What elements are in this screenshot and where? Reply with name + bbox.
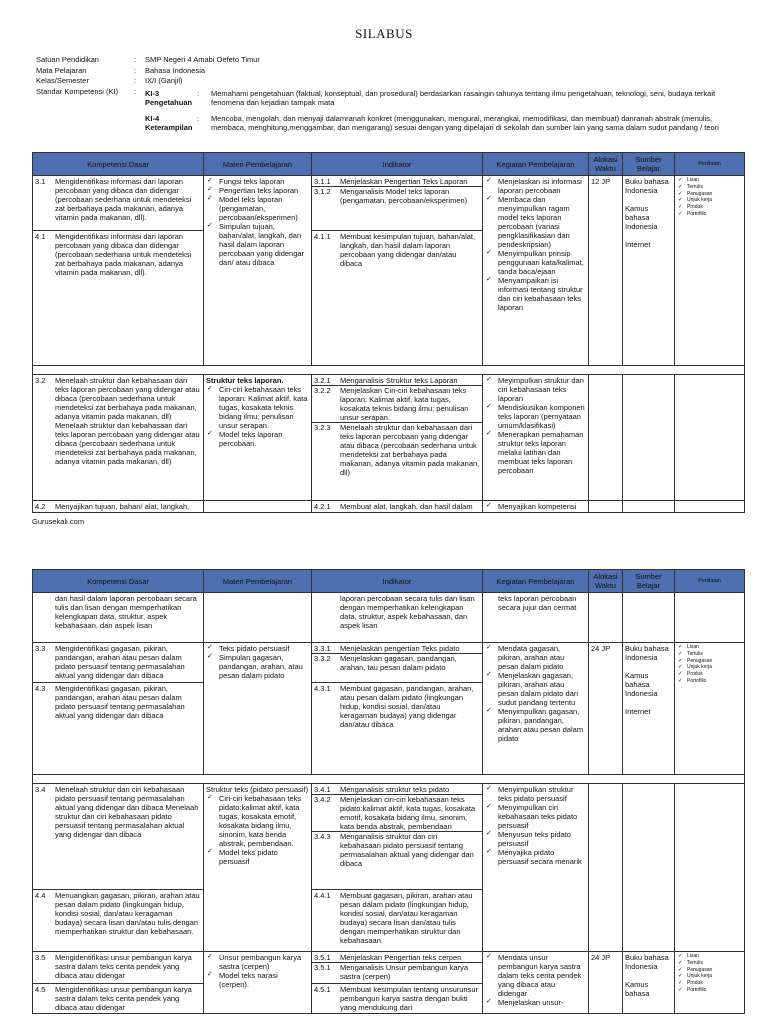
indicator-text: Membuat gagasan, pikiran, arahan atau pesan dalam pidato (lingkungan hidup, kondisi sosial, dan/atau keragaman budaya) secara lisan dan/atau tulis dengan memperhatikan struktur dan kebahasaan. (340, 891, 473, 945)
indicator-text: Menjelaskan pengertian Teks pidato (340, 644, 460, 653)
penilaian-list: ✓ Lisan ✓ Tertulis ✓ Penugasan ✓ Unjuk kerja ✓ Produk ✓ Portofilio (677, 644, 742, 685)
materi-list (206, 177, 309, 267)
kd-text: Menyajikan tujuan, bahan/ alat, langkah, (55, 502, 190, 511)
sumber-item: Kamus bahasa Indonesia (625, 671, 658, 698)
kegiatan-list (485, 953, 586, 1007)
list-item: ✓ Menyusun teks pidato persuasif (485, 830, 586, 848)
list-item: ✓ Simpulan tujuan, bahan/alat, langkah, dan hasil dalam laporan percobaan yang didengar dan/ atau dibaca (206, 222, 309, 267)
alokasi-waktu: 24 JP (589, 643, 623, 775)
syllabus-table-1 (32, 152, 745, 513)
list-item: ✓ Ciri-ciri kebahasaan teks pidato:kalimat aktif, kata tugas, kosakata emotif, kosakata bidang ilmu, sinonim, kata benda abstrak, pembendaan. (206, 794, 309, 848)
materi-list (206, 953, 309, 989)
meta-row: Mata Pelajaran : Bahasa Indonesia (36, 66, 748, 77)
meta-key: Kelas/Semester (36, 76, 89, 85)
sumber-item: Internet (625, 240, 651, 249)
list-item: ✓ Menjelaskan gagasan, pikiran, arahan atau pesan dalam pidato dari sudut pandang tertentu (485, 671, 586, 707)
kd-text: Mengidentifikasi unsur pembangun karya sastra dalam teks cerita pendek yang dibaca atau didengar (55, 985, 192, 1012)
kd-text: Menuangkan gagasan, pikiran, arahan atau pesan dalam pidato (lingkungan hidup, kondisi sosial, dan/atau keragaman budaya) secara lisan dan/atau tulis dengan memperhatikan struktur dan kebahasaan. (55, 891, 200, 936)
col-sumber-belajar: Sumber Belajar (623, 570, 675, 593)
indicator-text: Menganalisis struktur teks pidato (340, 785, 450, 794)
indicator-text: Menganalisis Unsur pembangun karya sastra (cerpen) (340, 963, 468, 981)
table-row: 4.1 Mengidentifikasi informasi dari laporan percobaan yang dibaca dan didengar (percobaan sederhana untuk mendeteksi zat berbahaya pada makanan, adanya vitamin pada makanan, dll). 4.1.1 Membuat kesimpulan tujuan, bahan/alat, langkah, dan hasil dalam laporan percobaan yang didengar dan/atau dibaca (33, 231, 745, 366)
list-item: ✓ Unsur pembangun karya sastra (cerpen) (206, 953, 309, 971)
indicator-text: Menganalisis struktur dan ciri kebahasaan pidato persuasif tentang permasalahan aktual yang didengar dan dibaca (340, 832, 474, 868)
ki4-text: Mencoba, mengolah, dan menyaji dalamranah konkret (menggunakan, mengurai, merangkai, memodifikasi, dan membuat) danranah abstrak (menulis, membaca, menghitung,menggambar, dan mengarang) sesuai dengan yang dipelajari di sekolah dan sumber lain yang sama dalam sudut pandang / teori (211, 114, 719, 132)
list-item: ✓ Mendiskusikan komponen teks laporan (pernyataan umum/klasifikasi) (485, 403, 586, 430)
meta-key: Mata Pelajaran (36, 65, 87, 75)
kd-text: Mengidentifikasi gagasan, pikiran, pandangan, arahan atau pesan dalam pidato persuasif tentang permasalahan aktual yang didengar dan dibaca (55, 644, 185, 680)
table-row (33, 593, 745, 643)
kd-text: Mengidentifikasi unsur pembangun karya sastra dalam teks cerita pendek yang dibaca atau didengar (55, 953, 192, 980)
table-header-row (33, 570, 745, 593)
sumber-item: Buku bahasa Indonesia (625, 644, 669, 662)
meta-key: Standar Kompetensi (KI) (36, 86, 119, 96)
kd-text: Mengidentifikasi informasi dari laporan percobaan yang dibaca dan didengar (percobaan sederhana untuk mendeteksi zat berbahaya pada makanan, adanya vitamin pada makanan, dll). (55, 232, 192, 277)
ki3-text: Memahami pengetahuan (faktual, konseptual, dan prosedural) berdasarkan rasaingin tahunya tentang ilmu pengetahuan, teknologi, seni, budaya terkait fenomena dan kejadian tampak mata (211, 89, 716, 107)
kegiatan-list (485, 644, 586, 743)
list-item: ✓ Menjelaskan unsur- (485, 998, 586, 1007)
list-item: ✓ Model teks laporan (pengamatan, percobaan/eksperimen) (206, 195, 309, 222)
col-kegiatan: Kegiatan Pembelajaran (483, 570, 589, 593)
kegiatan-list (485, 177, 586, 312)
kd-text: Mengidentifikasi gagasan, pikiran, pandangan, arahan atau pesan dalam pidato persuasif tentang permasalahan aktual yang didengar dan dibaca (55, 684, 185, 720)
sumber-item: Kamus bahasa (625, 980, 650, 998)
ki3-block: KI-3 Pengetahuan : Memahami pengetahuan (faktual, konseptual, dan prosedural) berdasarkan rasaingin tahunya tentang ilmu pengetahuan, teknologi, seni, budaya terkait fenomena dan kejadian tampak mata (145, 89, 745, 107)
list-item: ✓ Pengertian teks laporan (206, 186, 309, 195)
col-alokasi-waktu: Alokasi Waktu (589, 570, 623, 593)
table-row: 3.4 Menelaah struktur dan ciri kebahasaan pidato persuasif tentang permasalahan aktual yang didengar dan dibaca Menelaah struktur dan ciri kebahasaan pidato persuasif tentang permasalahan aktual yang didengar dan dibaca Struktur teks (pidato persuasif) ✓ Ciri-ciri kebahasaan teks pidato:kalimat aktif, kata tugas, kosakata emotif, kosakata bidang ilmu, sinonim, kata benda abstrak, pembendaan. ✓ Model teks pidato persuasif 3.4.1 Menganalisis struktur teks pidato 3.4.2 Menjelaskan ciri-ciri kebahasaan teks pidato:kalimat aktif, kata tugas, kosakata emotif, kosakata bidang ilmu, sinonim, kata benda abstrak, pembendaan 3.4.3 Menganalisis struktur dan ciri kebahasaan pidato persuasif tentang permasalahan aktual yang didengar dan dibaca ✓ Menyimpulkan struktur teks pidato persuasif ✓ Menyimpulkan ciri kebahasaan teks pidato persuasif ✓ Menyusun teks pidato persuasif ✓ Menyajika pidato persuasif secara menarik (33, 784, 745, 890)
sumber-item: Kamus bahasa Indonesia (625, 204, 658, 231)
indicator-text: Menjelaskan ciri-ciri kebahasaan teks pidato:kalimat aktif, kata tugas, kosakata emotif, kosakata bidang ilmu, sinonim, kata benda abstrak, pembendaan (340, 795, 476, 831)
footer-source: Gurusekali.com (32, 517, 85, 526)
col-sumber-belajar: Sumber Belajar (623, 153, 675, 176)
table-row: 3.3 Mengidentifikasi gagasan, pikiran, pandangan, arahan atau pesan dalam pidato persuasif tentang permasalahan aktual yang didengar dan dibaca ✓ Teks pidato persuasif ✓ Simpulan gagasan, pandangan, arahan, atau pesan dalam pidato 3.3.1 Menjelaskan pengertian Teks pidato 3.3.2 Menjelaskan gagasan, pandangan, arahan, tau pesan dalam pidato ✓ Mendata gagasan, pikiran, arahan atau pesan dalam pidato ✓ Menjelaskan gagasan, pikiran, arahan atau pesan dalam pidato dari sudut pandang tertentu ✓ Menyimpulkan gagasan, pikiran, pandangan, arahan atau pesan dalam pidato 24 JP Buku bahasa Indonesia Kamus bahasa Indonesia Internet ✓ Lisan ✓ Tertulis ✓ Penugasan ✓ Unjuk kerja ✓ Produk ✓ Portofilio (33, 643, 745, 683)
penilaian-list: ✓ Lisan ✓ Tertulis ✓ Penugasan ✓ Unjuk kerja ✓ Produk ✓ Portofilio (677, 177, 742, 218)
meta-row: Satuan Pendidikan : SMP Negeri 4 Amabi Oefeto Timur (36, 55, 748, 66)
document-title: SILABUS (355, 26, 413, 41)
kd-text: Menelaah struktur dan ciri kebahasaan pidato persuasif tentang permasalahan aktual yang didengar dan dibaca Menelaah struktur dan ciri kebahasaan pidato persuasif tentang permasalahan aktual yang didengar dan dibaca (55, 785, 199, 839)
sumber-item: Buku bahasa Indonesia (625, 177, 669, 195)
list-item: ✓ Menyimpulkan ciri kebahasaan teks pidato persuasif (485, 803, 586, 830)
indicator-text: Membuat gagasan, pandangan, arahan, atau pesan dalam pidato (lingkungan hidup, kondisi sosial, dan/atau keragaman budaya) yang didengar dan/atau dibaca (340, 684, 474, 729)
col-alokasi-waktu: Alokasi Waktu (589, 153, 623, 176)
list-item: ✓ Ciri-ciri kebahasaan teks laporan: Kalimat aktif, kata tugas, kosakata teknis bidang ilmu; penulisan unsur serapan. (206, 385, 309, 430)
table-row: 4.3 Mengidentifikasi gagasan, pikiran, pandangan, arahan atau pesan dalam pidato persuasif tentang permasalahan aktual yang didengar dan dibaca 4.3.1 Membuat gagasan, pandangan, arahan, atau pesan dalam pidato (lingkungan hidup, kondisi sosial, dan/atau keragaman budaya) yang didengar dan/atau dibaca (33, 683, 745, 775)
indicator-text: Membuat kesimpulan tentang unsurunsur pembangun karya sastra dengan bukti yang mendukung dari (340, 985, 478, 1012)
list-item: ✓ Menerapkan pemahaman struktur teks laporan melalui latihan dan membuat teks laporan percobaan (485, 430, 586, 475)
meta-value: SMP Negeri 4 Amabi Oefeto Timur (145, 55, 260, 64)
materi-title: Struktur teks laporan. (206, 376, 284, 385)
list-item: ✓ Model teks pidato persuasif (206, 848, 309, 866)
indicator-text: Menganalisis Model teks laporan (pengamatan, percobaan/eksperimen) (340, 187, 468, 205)
list-item: ✓ Model teks narasi (cerpen). (206, 971, 309, 989)
list-item: ✓ Menyimpulkan struktur teks pidato persuasif (485, 785, 586, 803)
list-item: ✓ Model teks laporan percobaan. (206, 430, 309, 448)
indicator-text: Menganalisis Struktur teks Laporan (340, 376, 458, 385)
ki3-label: Pengetahuan (145, 98, 193, 107)
col-penilaian: Penilaian (675, 153, 745, 176)
indicator-text: Menjelaskan Pengertian Teks Laporan (340, 177, 468, 186)
ki4-block: KI-4 Keterampilan : Mencoba, mengolah, dan menyaji dalamranah konkret (menggunakan, mengurai, merangkai, memodifikasi, dan membuat) danranah abstrak (menulis, membaca, menghitung,menggambar, dan mengarang) sesuai dengan yang dipelajari di sekolah dan sumber lain yang sama dalam sudut pandang / teori (145, 114, 745, 132)
indicator-text: Menelaah struktur dan kebahasaan dari teks laporan percobaan yang didengar atau dibaca (percobaan sederhana untuk mendeteksi zat berbahaya pada makanan, adanya vitamin pada makanan, dll) (340, 423, 480, 477)
indicator-text: Membuat kesimpulan tujuan, bahan/alat, langkah, dan hasil dalam laporan percobaan yang didengar dan/atau dibaca (340, 232, 476, 268)
table-header-row (33, 153, 745, 176)
list-item: ✓ Membaca dan menyimpulkan ragam model teks laporan percobaan (variasi pengklasifikasian dan pendeskripsian) (485, 195, 586, 249)
alokasi-waktu: 24 JP (589, 952, 623, 1014)
ki4-label: Keterampilan (145, 123, 193, 132)
meta-value: IX/I (Ganjil) (145, 76, 183, 85)
list-item: ✓ Mendata gagasan, pikiran, arahan atau pesan dalam pidato (485, 644, 586, 671)
col-materi: Materi Pembelajaran (204, 570, 312, 593)
table-row: 3.5 Mengidentifikasi unsur pembangun karya sastra dalam teks cerita pendek yang dibaca atau didengar ✓ Unsur pembangun karya sastra (cerpen) ✓ Model teks narasi (cerpen). 3.5.1 Menjelaskan Pengertian teks cerpen 3.5.1 Menganalisis Unsur pembangun karya sastra (cerpen) ✓ Mendata unsur pembangun karya sastra dalam teks cerita pendek yang dibaca atau didengar ✓ Menjelaskan unsur- 24 JP Buku bahasa Indonesia Kamus bahasa ✓ Lisan ✓ Tertulis ✓ Penugasan ✓ Unjuk kerja ✓ Produk ✓ Portofilio (33, 952, 745, 984)
meta-row: Kelas/Semester : IX/I (Ganjil) (36, 76, 748, 87)
indicator-text: Membuat alat, langkah, dan hasil dalam (340, 502, 473, 511)
col-kompetensi-dasar: Kompetensi Dasar (33, 153, 204, 176)
list-item: ✓ Fungsi teks laporan (206, 177, 309, 186)
ki4-code: KI-4 (145, 114, 160, 123)
materi-list (206, 385, 309, 448)
list-item: ✓ Menyajikan kompetensi (485, 502, 586, 511)
list-item: ✓ Menyampaikan isi informasi tentang struktur dan ciri kebahasaan teks laporan (485, 276, 586, 312)
list-item: ✓ Mendata unsur pembangun karya sastra dalam teks cerita pendek yang dibaca atau didengar (485, 953, 586, 998)
col-kegiatan: Kegiatan Pembelajaran (483, 153, 589, 176)
table-row: 3.1 Mengidentifikasi informasi dari laporan percobaan yang dibaca dan didengar (percobaan sederhana untuk mendeteksi zat berbahaya pada makanan, adanya vitamin pada makanan, dll). ✓ Fungsi teks laporan ✓ Pengertian teks laporan ✓ Model teks laporan (pengamatan, percobaan/eksperimen) ✓ Simpulan tujuan, bahan/alat, langkah, dan hasil dalam laporan percobaan yang didengar dan/ atau dibaca 3.1.1 Menjelaskan Pengertian Teks Laporan 3.1.2 Menganalisis Model teks laporan (pengamatan, percobaan/eksperimen) ✓ Menjelaskan isi informasi laporan percobaan ✓ Membaca dan menyimpulkan ragam model teks laporan percobaan (variasi pengklasifikasian dan pendeskripsian) ✓ Menyimpulkan prinsip penggunaan kata/kalimat, tanda baca/ejaan ✓ Menyampaikan isi informasi tentang struktur dan ciri kebahasaan teks laporan 12 JP Buku bahasa Indonesia Kamus bahasa Indonesia Internet ✓ Lisan ✓ Tertulis ✓ Penugasan ✓ Unjuk kerja ✓ Produk ✓ Portofilio (33, 176, 745, 231)
col-materi: Materi Pembelajaran (204, 153, 312, 176)
col-penilaian: Penilaian (675, 570, 745, 593)
sumber-item: Buku bahasa Indonesia (625, 953, 669, 971)
kd-text: Mengidentifikasi informasi dari laporan percobaan yang dibaca dan didengar (percobaan sederhana untuk mendeteksi zat berbahaya pada makanan, adanya vitamin pada makanan, dll). (55, 177, 192, 222)
materi-title: Struktur teks (pidato persuasif) (206, 785, 309, 794)
list-item: ✓ Meyimpulkan struktur dan ciri kebahasaan teks laporan (485, 376, 586, 403)
col-kompetensi-dasar: Kompetensi Dasar (33, 570, 204, 593)
indicator-text: Menjelaskan Ciri-ciri kebahasaan teks laporan: Kalimat aktif, kata tugas, kosakata teknis bidang ilmu; penulisan unsur serapan. (340, 386, 469, 422)
col-indikator: Indikator (312, 153, 483, 176)
table-row: 3.2 Menelaah struktur dan kebahasaan dari teks laporan percobaan yang didengar atau dibaca (percobaan sederhana untuk mendeteksi zat berbahaya pada makanan, adanya vitamin pada makanan, dll) Menelaah struktur dan kebahasaan dari teks laporan percobaan yang didengar atau dibaca (percobaan sederhana untuk mendeteksi zat berbahaya pada makanan, adanya vitamin pada makanan, dll) Struktur teks laporan. ✓ Ciri-ciri kebahasaan teks laporan: Kalimat aktif, kata tugas, kosakata teknis bidang ilmu; penulisan unsur serapan. ✓ Model teks laporan percobaan. 3.2.1 Menganalisis Struktur teks Laporan 3.2.2 Menjelaskan Ciri-ciri kebahasaan teks laporan: Kalimat aktif, kata tugas, kosakata teknis bidang ilmu; penulisan unsur serapan. 3.2.3 Menelaah struktur dan kebahasaan dari teks laporan percobaan yang didengar atau dibaca (percobaan sederhana untuk mendeteksi zat berbahaya pada makanan, adanya vitamin pada makanan, dll) ✓ Meyimpulkan struktur dan ciri kebahasaan teks laporan ✓ Mendiskusikan komponen teks laporan (pernyataan umum/klasifikasi) ✓ Menerapkan pemahaman struktur teks laporan melalui latihan dan membuat teks laporan percobaan (33, 375, 745, 501)
kd-text: dan hasil dalam laporan percobaan secara tulis dan lisan dengan memperhatikan kelengkapan data, struktur, aspek kebahasaan, dan aspek lisan (55, 594, 197, 630)
kegiatan-list (485, 785, 586, 866)
list-item: ✓ Menjelaskan isi informasi laporan percobaan (485, 177, 586, 195)
indicator-text: laporan percobaan secara tulis dan lisan dengan memperhatikan kelengkapan data, struktur, aspek kebahasaan, dan aspek lisan (340, 594, 475, 630)
list-item: ✓ Teks pidato persuasif (206, 644, 309, 653)
kegiatan-text: teks laporan percobaan secara jujur dan cermat (498, 594, 577, 612)
table-row: 4.5 Mengidentifikasi unsur pembangun karya sastra dalam teks cerita pendek yang dibaca atau didengar 4.5.1 Membuat kesimpulan tentang unsurunsur pembangun karya sastra dengan bukti yang mendukung dari (33, 984, 745, 1014)
materi-list (206, 644, 309, 680)
sumber-item: Internet (625, 707, 651, 716)
list-item: ✓ Menyimpulkan prinsip penggunaan kata/kalimat, tanda baca/ejaan (485, 249, 586, 276)
alokasi-waktu: 12 JP (589, 176, 623, 366)
penilaian-list: ✓ Lisan ✓ Tertulis ✓ Penugasan ✓ Unjuk kerja ✓ Produk ✓ Portofilio (677, 953, 742, 994)
syllabus-table-2 (32, 569, 745, 1014)
ki3-code: KI-3 (145, 89, 160, 98)
table-row: 4.2 Menyajikan tujuan, bahan/ alat, langkah, 4.2.1 Membuat alat, langkah, dan hasil dalam ✓ Menyajikan kompetensi (33, 501, 745, 513)
indicator-text: Menjelaskan Pengertian teks cerpen (340, 953, 462, 962)
list-item: ✓ Menyajika pidato persuasif secara menarik (485, 848, 586, 866)
kegiatan-list (485, 376, 586, 475)
indicator-text: Menjelaskan gagasan, pandangan, arahan, tau pesan dalam pidato (340, 654, 457, 672)
kd-text: Menelaah struktur dan kebahasaan dari teks laporan percobaan yang didengar atau dibaca (percobaan sederhana untuk mendeteksi zat berbahaya pada makanan, adanya vitamin pada makanan, dll) Menelaah struktur dan kebahasaan dari teks laporan percobaan yang didengar atau dibaca (percobaan sederhana untuk mendeteksi zat berbahaya pada makanan, adanya vitamin pada makanan, dll) (55, 376, 200, 466)
meta-row: Standar Kompetensi (KI) : (36, 87, 748, 98)
col-indikator: Indikator (312, 570, 483, 593)
meta-key: Satuan Pendidikan (36, 55, 99, 64)
list-item: ✓ Menyimpulkan gagasan, pikiran, pandangan, arahan atau pesan dalam pidato (485, 707, 586, 743)
table-row: 4.4 Menuangkan gagasan, pikiran, arahan atau pesan dalam pidato (lingkungan hidup, kondisi sosial, dan/atau keragaman budaya) secara lisan dan/atau tulis dengan memperhatikan struktur dan kebahasaan. 4.4.1 Membuat gagasan, pikiran, arahan atau pesan dalam pidato (lingkungan hidup, kondisi sosial, dan/atau keragaman budaya) secara lisan dan/atau tulis dengan memperhatikan struktur dan kebahasaan. (33, 890, 745, 952)
meta-value: Bahasa Indonesia (145, 65, 206, 75)
materi-list (206, 794, 309, 866)
list-item: ✓ Simpulan gagasan, pandangan, arahan, atau pesan dalam pidato (206, 653, 309, 680)
